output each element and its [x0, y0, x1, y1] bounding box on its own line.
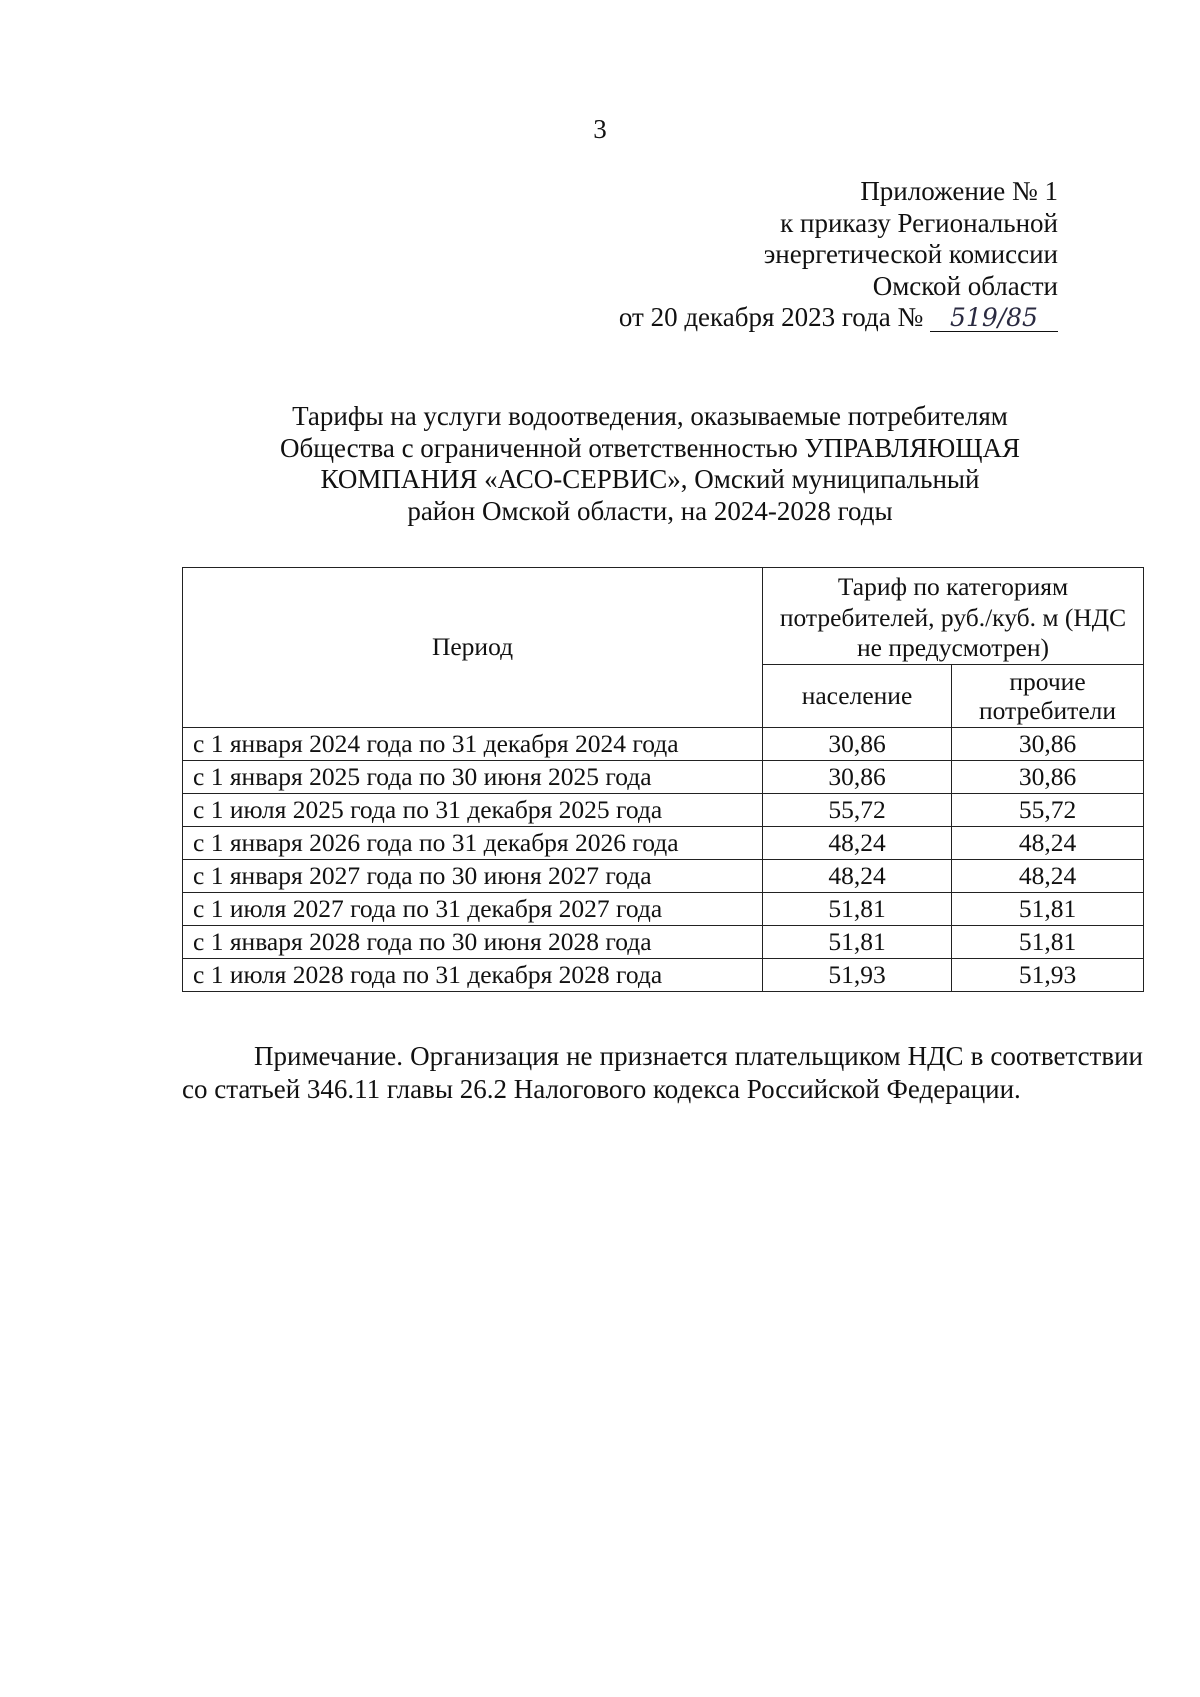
population-cell: 30,86	[763, 760, 952, 793]
header-period: Период	[183, 568, 763, 728]
appendix-line-4: Омской области	[872, 270, 1058, 301]
table-row	[183, 727, 1144, 760]
table-row	[183, 859, 1144, 892]
period-cell: с 1 июля 2028 года по 31 декабря 2028 года	[183, 958, 763, 991]
table-row	[183, 892, 1144, 925]
table-row	[183, 958, 1144, 991]
appendix-line-2: к приказу Региональной	[780, 207, 1058, 238]
other-cell: 30,86	[952, 727, 1144, 760]
appendix-line-1: Приложение № 1	[860, 176, 1058, 206]
title-line-4: район Омской области, на 2024-2028 годы	[407, 495, 893, 526]
table-row	[183, 760, 1144, 793]
tariff-table	[182, 567, 1144, 992]
other-cell: 51,81	[952, 925, 1144, 958]
appendix-date-line	[619, 302, 1058, 334]
other-cell: 48,24	[952, 826, 1144, 859]
other-cell: 55,72	[952, 793, 1144, 826]
appendix-date: от 20 декабря 2023 года №	[618, 302, 924, 332]
other-cell: 48,24	[952, 859, 1144, 892]
table-row	[183, 826, 1144, 859]
header-population: население	[763, 664, 952, 727]
period-cell: с 1 января 2025 года по 30 июня 2025 года	[183, 760, 763, 793]
other-cell: 51,81	[952, 892, 1144, 925]
population-cell: 48,24	[763, 859, 952, 892]
order-number-handwritten: 519/85	[930, 305, 1058, 332]
note-text: Примечание. Организация не признается плательщиком НДС в соответствии со статьей 346.11 главы 26.2 Налогового кодекса Российской Федерации.	[182, 1041, 1143, 1104]
table-row	[183, 793, 1144, 826]
population-cell: 51,81	[763, 892, 952, 925]
population-cell: 51,93	[763, 958, 952, 991]
header-other: прочие потребители	[952, 664, 1144, 727]
period-cell: с 1 января 2024 года по 31 декабря 2024 года	[183, 727, 763, 760]
period-cell: с 1 января 2028 года по 30 июня 2028 года	[183, 925, 763, 958]
population-cell: 48,24	[763, 826, 952, 859]
title-line-1: Тарифы на услуги водоотведения, оказываемые потребителям	[292, 401, 1008, 431]
period-cell: с 1 января 2027 года по 30 июня 2027 года	[183, 859, 763, 892]
population-cell: 30,86	[763, 727, 952, 760]
appendix-line-3: энергетической комиссии	[763, 239, 1058, 269]
population-cell: 51,81	[763, 925, 952, 958]
period-cell: с 1 июля 2025 года по 31 декабря 2025 года	[183, 793, 763, 826]
period-cell: с 1 июля 2027 года по 31 декабря 2027 года	[183, 892, 763, 925]
appendix-block	[619, 176, 1058, 334]
title-line-3: КОМПАНИЯ «АСО-СЕРВИС», Омский муниципальный	[320, 464, 980, 494]
other-cell: 51,93	[952, 958, 1144, 991]
period-cell: с 1 января 2026 года по 31 декабря 2026 года	[183, 826, 763, 859]
note-paragraph	[182, 1040, 1143, 1105]
title-line-2: Общества с ограниченной ответственностью УПРАВЛЯЮЩАЯ	[279, 432, 1020, 463]
page-number: 3	[593, 114, 607, 144]
header-tariff: Тариф по категориям потребителей, руб./куб. м (НДС не предусмотрен)	[763, 568, 1144, 665]
other-cell: 30,86	[952, 760, 1144, 793]
population-cell: 55,72	[763, 793, 952, 826]
table-row	[183, 925, 1144, 958]
document-title	[0, 401, 1200, 527]
